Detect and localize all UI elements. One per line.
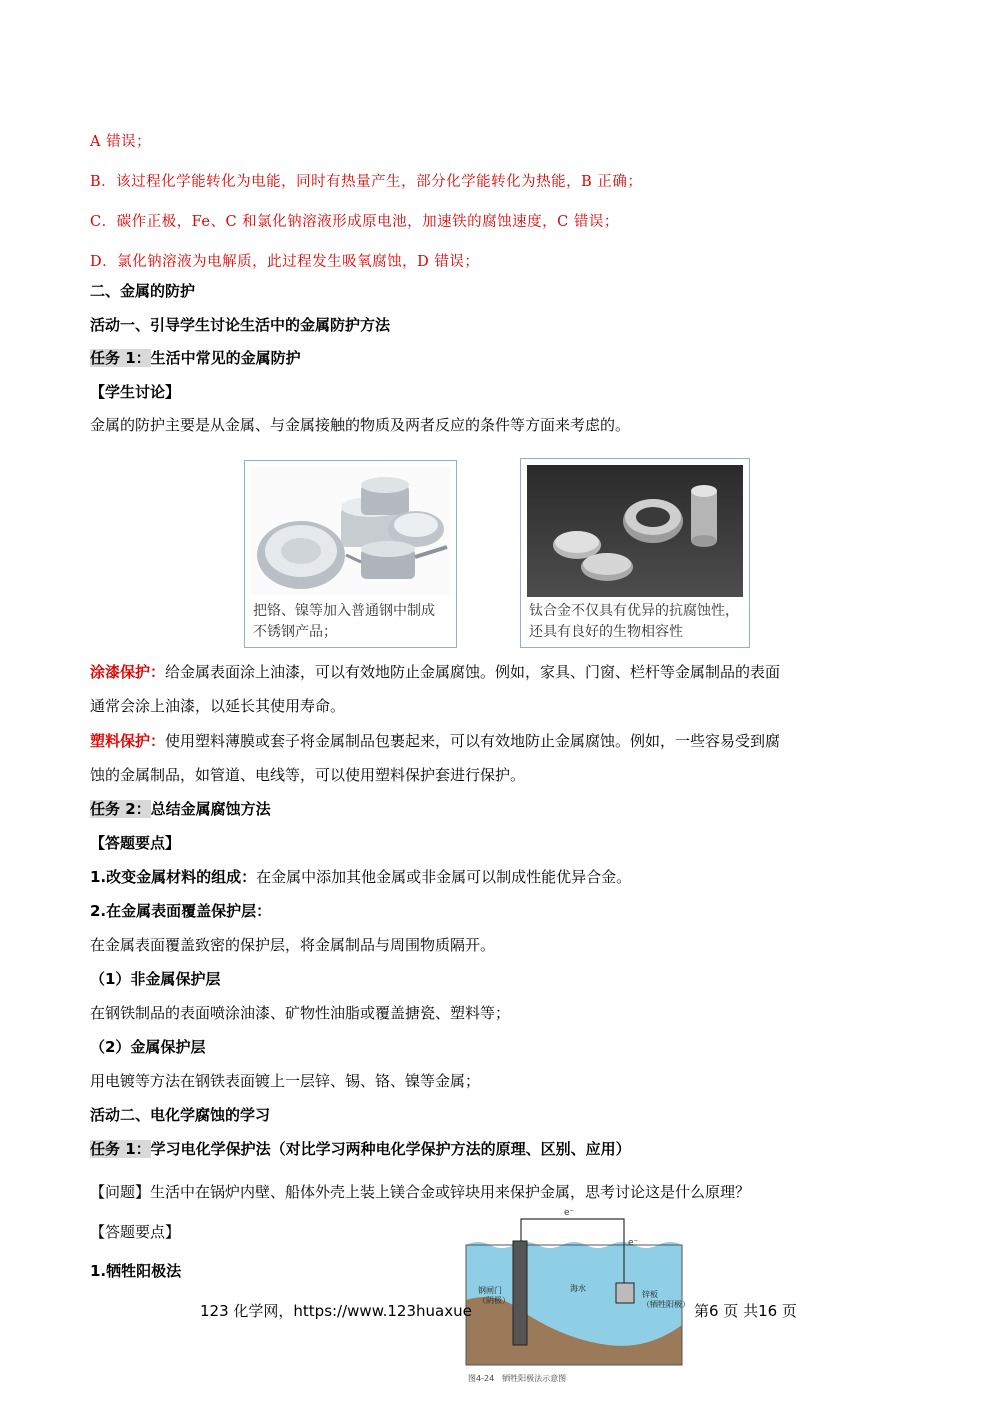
- electron-label-top: e⁻: [564, 1208, 575, 1218]
- point1-label: 1.改变金属材料的组成：: [90, 868, 257, 886]
- answer-b: B．该过程化学能转化为电能，同时有热量产生，部分化学能转化为热能，B 正确；: [90, 174, 643, 190]
- electron-label-side: e⁻: [628, 1238, 639, 1248]
- section-title: 二、金属的防护: [90, 282, 196, 300]
- figure-titanium-alloy: [520, 458, 750, 648]
- sea-label: 海水: [570, 1284, 586, 1293]
- paint-text1: 给金属表面涂上油漆，可以有效地防止金属腐蚀。例如，家具、门窗、栏杆等金属制品的表面: [165, 663, 781, 681]
- sub2-text: 用电镀等方法在钢铁表面镀上一层锌、锡、铬、镍等金属；: [90, 1072, 481, 1090]
- point2-text: 在金属表面覆盖致密的保护层，将金属制品与周围物质隔开。: [90, 936, 496, 954]
- task2-title: 总结金属腐蚀方法: [150, 800, 271, 818]
- answer-c: C．碳作正极，Fe、C 和氯化钠溶液形成原电池，加速铁的腐蚀速度，C 错误；: [90, 214, 619, 230]
- activity2-title: 活动二、电化学腐蚀的学习: [90, 1106, 271, 1124]
- activity2-task1-title: 学习电化学保护法（对比学习两种电化学保护方法的原理、区别、应用）: [150, 1140, 631, 1158]
- plastic-text1: 使用塑料薄膜或套子将金属制品包裹起来，可以有效地防止金属腐蚀。例如，一些容易受到腐: [165, 732, 781, 750]
- paint-line1: [90, 661, 780, 682]
- intro-text: 金属的防护主要是从金属、与金属接触的物质及两者反应的条件等方面来考虑的。: [90, 416, 631, 434]
- point1: [90, 866, 631, 887]
- discussion-label: 【学生讨论】: [90, 383, 181, 401]
- point2-label: 2.在金属表面覆盖保护层：: [90, 902, 272, 920]
- activity2-task1-prefix: 任务 1：: [90, 1140, 151, 1158]
- method1-title: 1.牺牲阳极法: [90, 1262, 182, 1280]
- left-figure-caption: 把铬、镍等加入普通钢中制成不锈钢产品；: [253, 603, 435, 640]
- figure-stainless-steel: [244, 460, 457, 648]
- footer-page: 第6 页 共16 页: [694, 1302, 797, 1320]
- question-text: 【问题】生活中在锅炉内壁、船体外壳上装上镁合金或锌块用来保护金属，思考讨论这是什么原理？: [90, 1183, 751, 1201]
- activity2-answer-points: 【答题要点】: [90, 1223, 181, 1241]
- plastic-label: 塑料保护：: [90, 732, 166, 750]
- activity1-title: 活动一、引导学生讨论生活中的金属防护方法: [90, 316, 391, 334]
- task2-heading: [90, 798, 271, 819]
- right-figure-caption: 钛合金不仅具有优异的抗腐蚀性，还具有良好的生物相容性: [529, 603, 739, 640]
- activity2-task1: [90, 1138, 631, 1159]
- sub2-heading: （2）金属保护层: [90, 1038, 206, 1056]
- sacrificial-anode-diagram: [458, 1205, 690, 1387]
- sub1-text: 在钢铁制品的表面喷涂油漆、矿物性油脂或覆盖搪瓷、塑料等；: [90, 1004, 511, 1022]
- footer-site: 123 化学网，https://www.123huaxue: [200, 1302, 472, 1320]
- answer-a: A 错误；: [90, 134, 152, 150]
- cookware-image: [251, 467, 450, 595]
- diagram-caption: 图4-24 牺牲阳极法示意图: [468, 1374, 567, 1383]
- sub1-heading: （1）非金属保护层: [90, 970, 221, 988]
- task1-prefix: 任务 1：: [90, 349, 151, 367]
- task1-title: 生活中常见的金属防护: [150, 349, 301, 367]
- task1-heading: [90, 347, 301, 368]
- task2-prefix: 任务 2：: [90, 800, 151, 818]
- point1-text: 在金属中添加其他金属或非金属可以制成性能优异合金。: [256, 868, 632, 886]
- task2-answer-points: 【答题要点】: [90, 834, 181, 852]
- plastic-line1: [90, 730, 780, 751]
- zinc-label: 锌板（牺牲阳极）: [642, 1290, 690, 1309]
- plastic-line2: 蚀的金属制品，如管道、电线等，可以使用塑料保护套进行保护。: [90, 766, 526, 784]
- gate-label: 钢闸门（阴极）: [478, 1286, 510, 1305]
- titanium-image: [527, 465, 743, 597]
- paint-line2: 通常会涂上油漆，以延长其使用寿命。: [90, 697, 346, 715]
- answer-d: D．氯化钠溶液为电解质，此过程发生吸氧腐蚀，D 错误；: [90, 254, 480, 270]
- paint-label: 涂漆保护：: [90, 663, 166, 681]
